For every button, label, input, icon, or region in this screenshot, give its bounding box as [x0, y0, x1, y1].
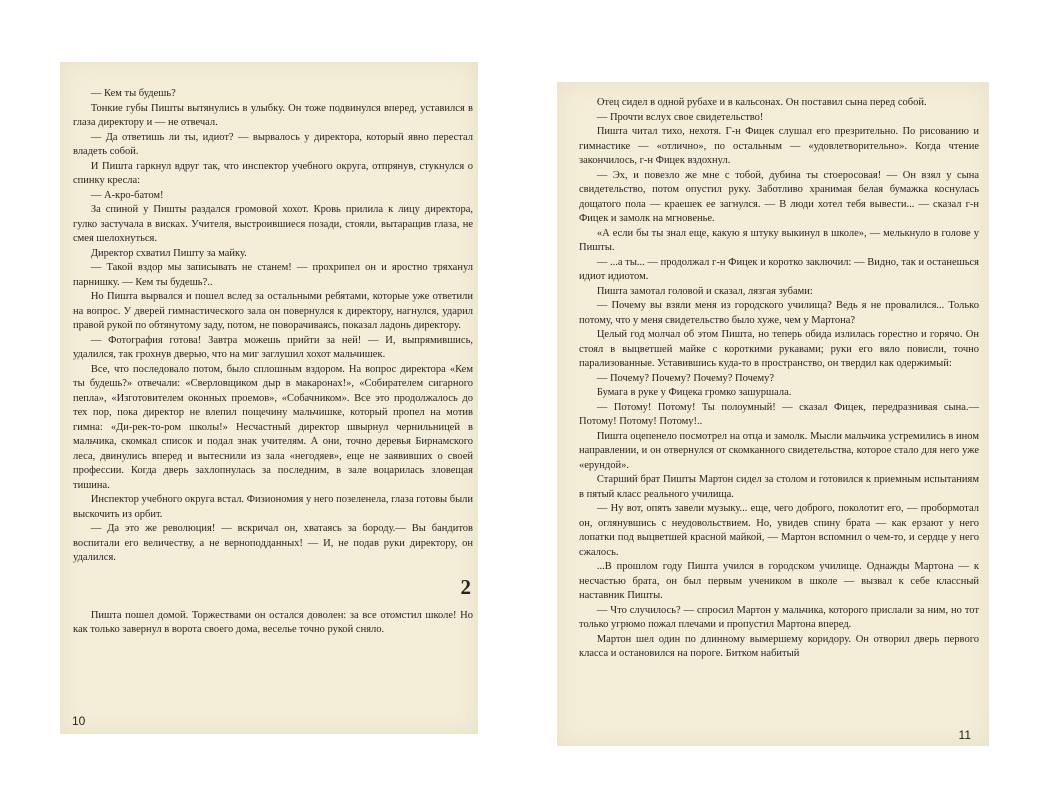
paragraph: Все, что последовало потом, было сплошным вздором. На вопрос директора «Кем ты будешь?» отвечали: «Сверловщиком дыр в макаронах!», «Собирателем сигарного пепла», «Изготовителем оконных проемов», «Собачником». Все это продолжалось до тех пор, пока директор не влепил пощечину мальчишке, который пропел на мотив гимна: «Ди-рек-то-ром школы!» Несчастный директор швырнул чернильницей в мальчика, скомкал список и подал знак учителям. А они, точно деревья Бирнамского леса, двинулись вперед и вытеснили из зала «негодяев», еще не заявивших о своей профессии. Когда дверь захлопнулась за последним, в зале воцарилась зловещая тишина. — [73, 363, 473, 491]
page-number-left: 10 — [72, 714, 86, 728]
paragraph: И Пишта гаркнул вдруг так, что инспектор учебного округа, отпрянув, стукнулся о спинку кресла: — [73, 160, 473, 186]
left-page — [60, 62, 478, 734]
paragraph: — Почему вы взяли меня из городского училища? Ведь я не провалился... Только потому, что у меня свидетельство было хуже, чем у Мартона? — [579, 300, 979, 326]
chapter-number: 2 — [460, 574, 471, 599]
right-page — [557, 82, 989, 746]
paragraph: Пишта замотал головой и сказал, лязгая зубами: — [596, 285, 813, 297]
paragraph: — Потому! Потому! Ты полоумный! — сказал Фицек, передразнивая сына.— Потому! Потому! Потому!.. — [579, 401, 979, 427]
paragraph: — Да это же революция! — вскричал он, хватаясь за бороду.— Вы бандитов воспитали его величеству, а не верноподданных! — И, не подав руки директору, он удалился. — [73, 523, 473, 563]
paragraph: За спиной у Пишты раздался громовой хохот. Кровь прилила к лицу директора, гулко застучала в висках. Учителя, выстроившиеся позади, стояли, вытаращив глаза, не смея шелохнуться. — [73, 204, 473, 244]
paragraph: — Прочти вслух свое свидетельство! — [596, 111, 764, 123]
paragraph: Бумага в руке у Фицека громко зашуршала. — [596, 387, 792, 398]
page-number-right: 11 — [958, 728, 971, 742]
left-page-text — [73, 87, 473, 638]
paragraph: — Эх, и повезло же мне с тобой, дубина ты стоеросовая! — Он взял у сына свидетельство, потом опустил руку. Заботливо хранимая белая бумажка коснулась дощатого пола — краешек ее загнулся. — В люди хотел тебя вывести... — сказал г-н Фицек и замолк на мгновенье. — [579, 169, 979, 224]
paragraph: — ...а ты... — продолжал г-н Фицек и коротко заключил: — Видно, так и останешься идиот идиотом. — [579, 256, 979, 282]
paragraph: — Такой вздор мы записывать не станем! — прохрипел он и яростно тряханул парнишку. — Кем ты будешь?.. — [73, 262, 473, 288]
paragraph: — Фотография готова! Завтра можешь прийти за ней! — И, выпрямившись, удалился, так грохнув дверью, что на миг заглушил хохот мальчишек. — [73, 334, 473, 360]
paragraph: Инспектор учебного округа встал. Физиономия у него позеленела, глаза готовы были выскочить из орбит. — [73, 494, 473, 520]
paragraph: — Почему? Почему? Почему? Почему? — [596, 372, 775, 384]
right-page-text — [579, 96, 979, 662]
paragraph: — Кем ты будешь? — [90, 88, 176, 99]
paragraph: «А если бы ты знал еще, какую я штуку выкинул в школе», — мелькнуло в голове у Пишты. — [579, 227, 979, 253]
paragraph: Пишта читал тихо, нехотя. Г-н Фицек слушал его презрительно. По рисованию и гимнастике — «отлично», по остальным — «удовлетворительно». Когда чтение закончилось, г-н Фицек вздохнул. — [579, 126, 979, 166]
paragraph: Пишта оцепенело посмотрел на отца и замолк. Мысли мальчика устремились в ином направлении, и он отвернулся от скомканного свидетельства, которое стало для него уже «ерундой». — [579, 430, 979, 471]
paragraph: Но Пишта вырвался и пошел вслед за остальными ребятами, которые уже ответили на вопрос. У дверей гимнастического зала он повернулся к директору, нагнулся, ударил правой рукой по обтянутому заду, потом, не поворачиваясь, показал ладонь директору. — [73, 291, 473, 331]
left-body-after-chapter — [73, 609, 473, 638]
paragraph: Старший брат Пишты Мартон сидел за столом и готовился к приемным испытаниям в пятый класс реального училища. — [579, 474, 979, 500]
paragraph: — Да ответишь ли ты, идиот? — вырвалось у директора, который явно перестал владеть собой. — [73, 131, 473, 157]
paragraph: Целый год молчал об этом Пишта, но теперь обида излилась горестно и горячо. Он стоял в выцветшей майке с короткими рукавами; руки его вяло повисли, точно парализованные. Уставившись куда-то в пространство, он твердил как одержимый: — [579, 329, 979, 369]
paragraph: — Ну вот, опять завели музыку... еще, чего доброго, поколотит его, — пробормотал он, оглянувшись с неудовольствием. Но, увидев спину брата — как ерзают у него лопатки под выцветшей красной майкой, — Мартон вспомнил о чем-то, и сердце у него сжалось. — [579, 503, 979, 558]
paragraph: Директор схватил Пишту за майку. — [90, 247, 247, 259]
paragraph: Пишта пошел домой. Торжествами он остался доволен: за все отомстил школе! Но как только завернул в ворота своего дома, веселье точно рукой сняло. — [73, 609, 473, 635]
paragraph: — Что случилось? — спросил Мартон у мальчика, которого прислали за ним, но тот только угрюмо пожал плечами и пропустил Мартона вперед. — [579, 604, 979, 630]
left-body-before-chapter — [73, 87, 473, 566]
paragraph: Мартон шел один по длинному вымершему коридору. Он отворил дверь первого класса и остановился на пороге. Битком набитый — [579, 633, 979, 659]
paragraph: — А-кро-батом! — [90, 189, 164, 201]
paragraph: ...В прошлом году Пишта учился в городском училище. Однажды Мартона — к несчастью брата, он был первым учеником в школе — вызвал к себе классный наставник Пишты. — [579, 561, 979, 601]
paragraph: Отец сидел в одной рубахе и в кальсонах. Он поставил сына перед собой. — [596, 97, 927, 108]
paragraph: Тонкие губы Пишты вытянулись в улыбку. Он тоже подвинулся вперед, уставился в глаза директору и — не отвечал. — [73, 102, 473, 128]
